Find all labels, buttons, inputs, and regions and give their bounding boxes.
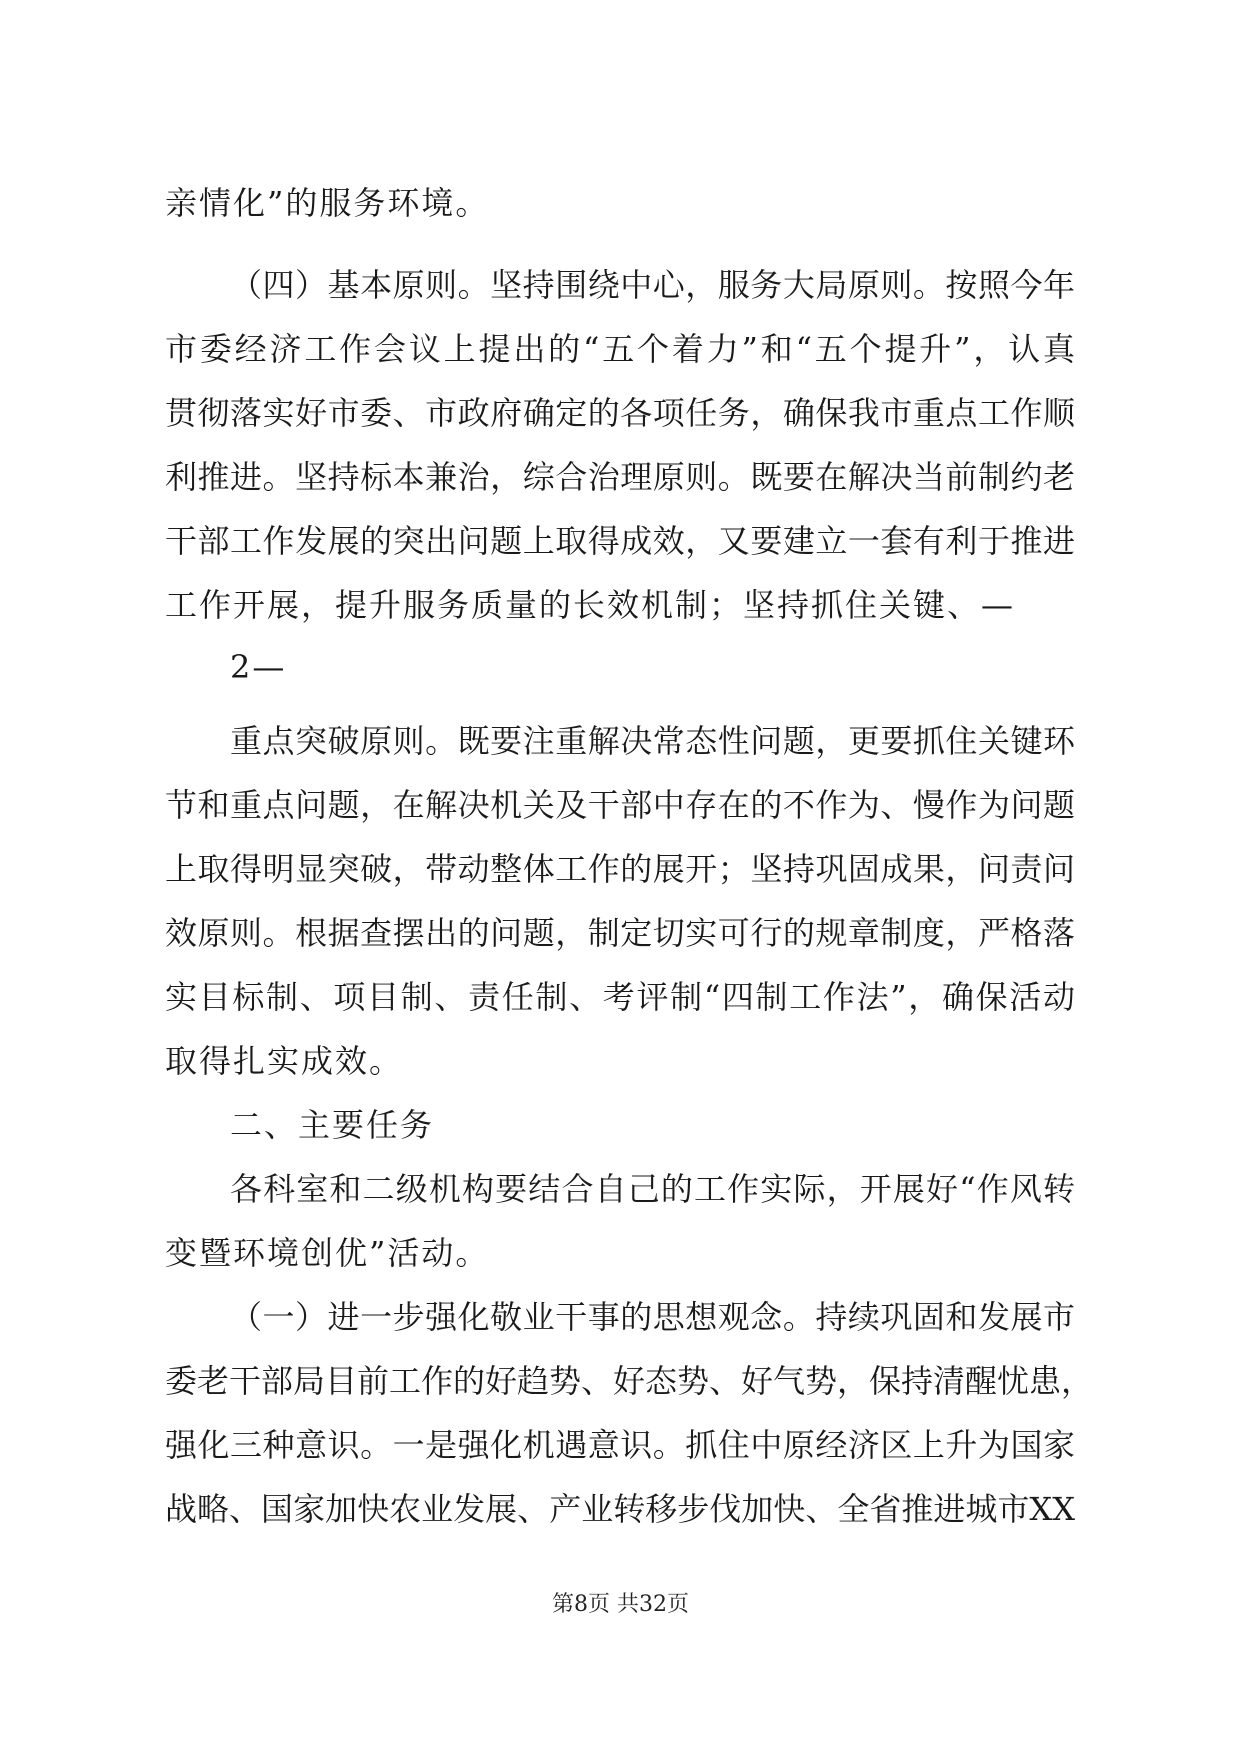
paragraph-line: 委老干部局目前工作的好趋势、好态势、好气势，保持清醒忧患， bbox=[165, 1362, 1094, 1400]
paragraph-line: 亲情化”的服务环境。 bbox=[165, 184, 490, 222]
section-heading: 二、主要任务 bbox=[230, 1106, 435, 1144]
paragraph-line: 利推进。坚持标本兼治，综合治理原则。既要在解决当前制约老 bbox=[165, 458, 1075, 496]
page-footer: 第8页 共32页 bbox=[552, 1592, 689, 1617]
paragraph-line: 市委经济工作会议上提出的“五个着力”和“五个提升”，认真 bbox=[165, 330, 1075, 368]
paragraph-line: 战略、国家加快农业发展、产业转移步伐加快、全省推进城市XX bbox=[165, 1490, 1075, 1528]
paragraph-line: 上取得明显突破，带动整体工作的展开；坚持巩固成果，问责问 bbox=[165, 850, 1075, 888]
paragraph-line: 变暨环境创优”活动。 bbox=[165, 1234, 490, 1272]
paragraph-line: 实目标制、项目制、责任制、考评制“四制工作法”，确保活动 bbox=[165, 978, 1075, 1016]
paragraph-line: 干部工作发展的突出问题上取得成效，又要建立一套有利于推进 bbox=[165, 522, 1075, 560]
paragraph-line: 各科室和二级机构要结合自己的工作实际，开展好“作风转 bbox=[230, 1170, 1075, 1208]
paragraph-line: 重点突破原则。既要注重解决常态性问题，更要抓住关键环 bbox=[230, 722, 1075, 760]
paragraph-line: （一）进一步强化敬业干事的思想观念。持续巩固和发展市 bbox=[230, 1298, 1075, 1336]
paragraph-line: 取得扎实成效。 bbox=[165, 1042, 404, 1080]
paragraph-line: 工作开展，提升服务质量的长效机制；坚持抓住关键、— bbox=[165, 586, 1016, 624]
paragraph-line: （四）基本原则。坚持围绕中心，服务大局原则。按照今年 bbox=[230, 266, 1075, 304]
paragraph-line: 效原则。根据查摆出的问题，制定切实可行的规章制度，严格落 bbox=[165, 914, 1075, 952]
paragraph-line: 节和重点问题，在解决机关及干部中存在的不作为、慢作为问题 bbox=[165, 786, 1075, 824]
page-number-inline: 2— bbox=[230, 648, 287, 686]
paragraph-line: 贯彻落实好市委、市政府确定的各项任务，确保我市重点工作顺 bbox=[165, 394, 1075, 432]
paragraph-line: 强化三种意识。一是强化机遇意识。抓住中原经济区上升为国家 bbox=[165, 1426, 1075, 1464]
